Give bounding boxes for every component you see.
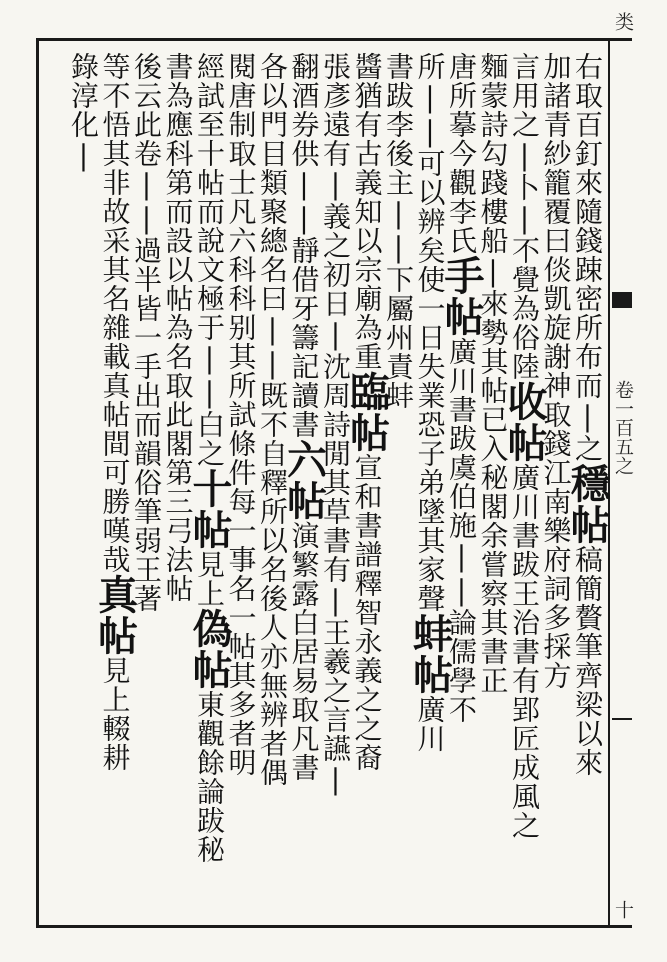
text-run: 等不悟其非故采其名雜載真帖間可勝嘆哉: [98, 52, 132, 574]
text-run: 東觀餘論跋秘: [193, 690, 226, 864]
text-run: 見上輟耕: [98, 656, 132, 772]
frame-bottom: [36, 925, 632, 928]
heading-term: 穩帖: [564, 463, 611, 545]
text-run: 言用之|卜|不覺為俗陸: [508, 52, 541, 381]
heading-term: 真帖: [91, 574, 139, 656]
margin-fishtail: [612, 292, 632, 308]
text-run: 蚌: [382, 381, 415, 410]
margin-bottom-fragment: 十: [612, 900, 634, 919]
text-run: 張彥遠有|義之初日|沈周詩閒: [319, 52, 352, 468]
heading-term: 六帖: [280, 439, 328, 521]
heading-term: 臨帖: [343, 371, 391, 453]
text-run: 翻酒券供||靜借牙籌記讀書: [287, 52, 321, 439]
text-run: 廣川書跋王治書有郢匠成風之: [508, 463, 541, 840]
frame-top: [36, 38, 632, 41]
text-run: 麵蒙詩勾踐樓船|來勢其帖已入秘閣余嘗察其書正: [476, 52, 510, 695]
heading-term: 蚌帖: [406, 613, 454, 695]
margin-top-fragment: 类: [612, 12, 634, 31]
text-run: 所||可以辨矣: [413, 52, 447, 265]
heading-term: 收帖: [501, 381, 548, 463]
text-run: 江南樂府詞多採方: [539, 458, 573, 690]
frame-left: [36, 38, 39, 928]
heading-term: 手帖: [438, 255, 485, 337]
text-run: 錄淳化|: [67, 52, 100, 173]
text-run: 宣和書譜釋智永義之之裔: [350, 453, 384, 772]
text-run: 各以門目類聚總名曰||既不自釋所以名後人亦無辨者偶: [256, 52, 289, 787]
margin-chapter-label: 卷一百五之: [612, 380, 634, 475]
text-run: 閣第三弓法帖: [161, 429, 195, 603]
heading-term: 十帖: [186, 468, 233, 550]
text-run: 醬猶有古義知以宗廟為重: [350, 52, 384, 371]
text-column: [64, 52, 102, 173]
text-run: 演繁露白居易取凡書: [287, 521, 321, 782]
text-run: 唐所摹今觀李氏: [445, 52, 478, 255]
heading-term: 偽帖: [186, 608, 233, 690]
text-run: 後云此卷||過半皆一手出而韻俗筆弱王著: [130, 52, 163, 613]
text-run: 見上: [193, 550, 226, 608]
text-run: 廣川: [413, 695, 447, 753]
text-run: 書為應科第而設以帖為名取此: [161, 52, 195, 429]
text-run: 使一日失業恐子弟墜其家聲: [413, 265, 447, 613]
text-run: 廣川書跋虞伯施||論儒學不: [445, 337, 478, 724]
text-run: 稿簡贅筆齊梁以來: [571, 545, 604, 777]
text-run: 其草書有|王羲之言讌|: [319, 468, 352, 797]
text-run: 右取百釘來隨錢踈密所布而|之: [571, 52, 604, 463]
text-run: 閱唐制取士凡六科科别其所試條件每一事名一帖其多者明: [224, 52, 258, 777]
text-run: 經試至十帖而說文極于||白之: [193, 52, 226, 468]
margin-line: [612, 718, 632, 720]
text-run: 加諸青紗籠覆曰倓凱旋謝神取錢: [539, 52, 573, 458]
text-run: 書跋李後主||下屬州責: [382, 52, 415, 381]
